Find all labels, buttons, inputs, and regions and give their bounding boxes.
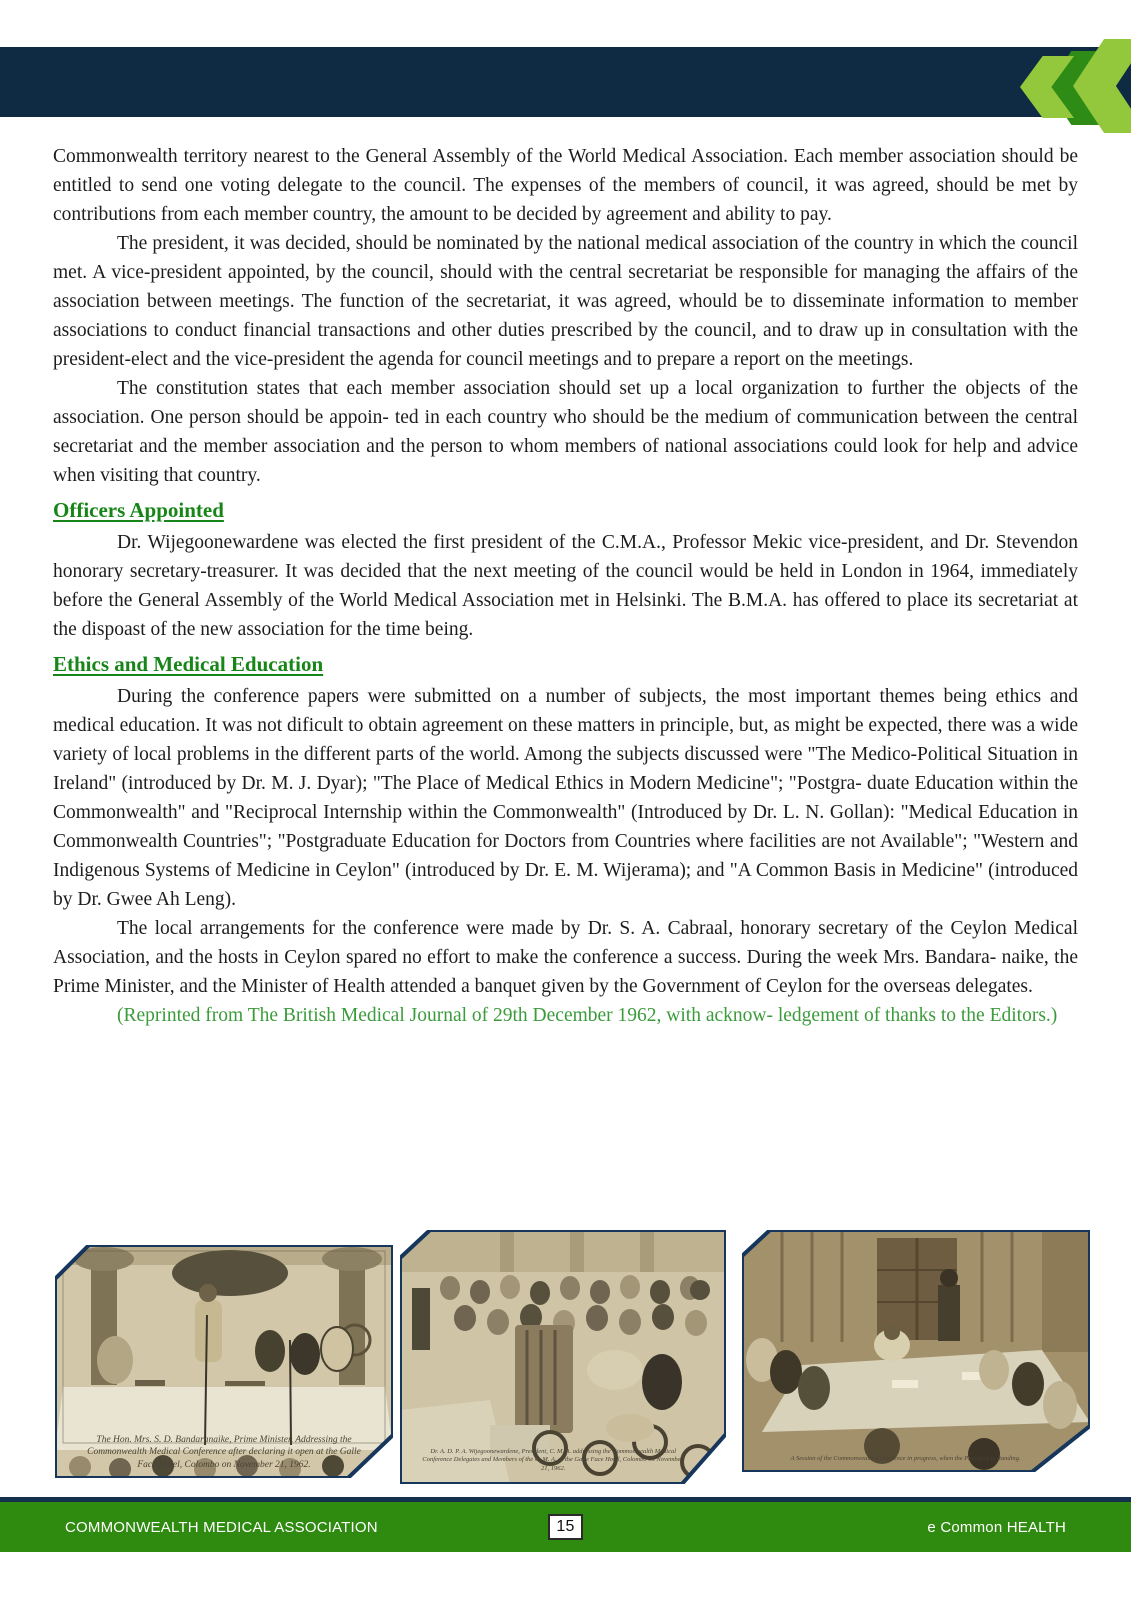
paragraph-territory: Commonwealth territory nearest to the General Assembly of the World Medical Association. Each member association should be entitled to send one voting delegate to the council. The expenses of the members of council, it was agreed, should be met by contributions from each member country, the amount to be decided by agreement and ability to pay.: [53, 146, 1078, 225]
paragraph-officers: Dr. Wijegoonewardene was elected the first president of the C.M.A., Professor Mekic vice-president, and Dr. Stevendon honorary secretary-treasurer. It was decided that the next meeting of the council would be held in London in 1964, immediately before the General Assembly of the World Medical Association met in Helsinki. The B.M.A. has offered to place its secretariat at the dispoast of the new association for the time being.: [53, 532, 1078, 640]
article-body: [53, 142, 1078, 1030]
paragraph-president: The president, it was decided, should be nominated by the national medical association of the country in which the council met. A vice-president appointed, by the council, should with the central secretariat be responsible for managing the affairs of the association between meetings. The function of the secretariat, it was agreed, whould be to disseminate information to member associations to conduct financial transactions and other duties prescribed by the council, and to draw up in consultation with the president-elect and the vice-president the agenda for council meetings and to prepare a report on the meetings.: [53, 233, 1078, 370]
paragraph-local-arrangements: The local arrangements for the conference were made by Dr. S. A. Cabraal, honorary secretary of the Ceylon Medical Association, and the hosts in Ceylon spared no effort to make the conference a success. During the week Mrs. Bandara- naike, the Prime Minister, and the Minister of Health attended a banquet given by the Government of Ceylon for the overseas delegates.: [53, 918, 1078, 997]
section-heading-ethics-education: Ethics and Medical Education: [53, 652, 324, 676]
double-chevron-icon: [961, 47, 1131, 117]
section-heading-officers-appointed: Officers Appointed: [53, 498, 224, 522]
header-band: [0, 47, 1131, 117]
footer-bar: [0, 1502, 1131, 1552]
photo-1-caption: The Hon. Mrs. S. D. Bandaranaike, Prime Minister, Addressing the Commonwealth Medical Conference after declaring it open at the Galle Face Hotel, Colombo on November 21, 1962.: [87, 1434, 361, 1471]
reprint-note: (Reprinted from The British Medical Journal of 29th December 1962, with acknow- ledgement of thanks to the Editors.): [117, 1005, 1058, 1026]
photo-3-illustration: [742, 1230, 1090, 1472]
photo-3-caption: A Session of the Commonwealth Conference in progress, when the President is standing.: [790, 1454, 1021, 1462]
paragraph-conference-papers: During the conference papers were submitted on a number of subjects, the most important themes being ethics and medical education. It was not dificult to obtain agreement on these matters in principle, but, as might be expected, there was a wide variety of local problems in the different parts of the world. Among the subjects discussed were "The Medico-Political Situation in Ireland" (introduced by Dr. M. J. Dyar); "The Place of Medical Ethics in Modern Medicine"; "Postgra- duate Education within the Commonwealth" and "Reciprocal Internship within the Commonwealth" (Introduced by Dr. L. N. Gollan): "Medical Education in Commonwealth Countries"; "Postgraduate Education for Doctors from Countries where facilities are not Available"; "Western and Indigenous Systems of Medicine in Ceylon" (introduced by Dr. E. M. Wijerama); and "A Common Basis in Medicine" (introduced by Dr. Gwee Ah Leng).: [53, 686, 1078, 910]
conference-photo-session-table: [742, 1230, 1090, 1472]
conference-photo-prime-minister: [55, 1245, 393, 1478]
footer-association-label: COMMONWEALTH MEDICAL ASSOCIATION: [65, 1518, 378, 1536]
photo-2-caption: Dr. A. D. P. A. Wijegoonewardene, President, C. M. A. addressing the Commonwealth Medical Conference Delegates and Members of the C. M. A. at the Galle Face Hotel, Colombo on November, 21, 1962.: [422, 1447, 684, 1472]
page-number: 15: [548, 1514, 582, 1540]
photo-2-illustration: [400, 1230, 726, 1484]
paragraph-constitution: The constitution states that each member association should set up a local organization to further the objects of the association. One person should be appoin- ted in each country who should be the medium of communication between the central secretariat and the member association and the person to whom members of national associations could look for help and advice when visiting that country.: [53, 378, 1078, 486]
footer-publication-label: e Common HEALTH: [927, 1518, 1066, 1536]
conference-photo-president-address: [400, 1230, 726, 1484]
